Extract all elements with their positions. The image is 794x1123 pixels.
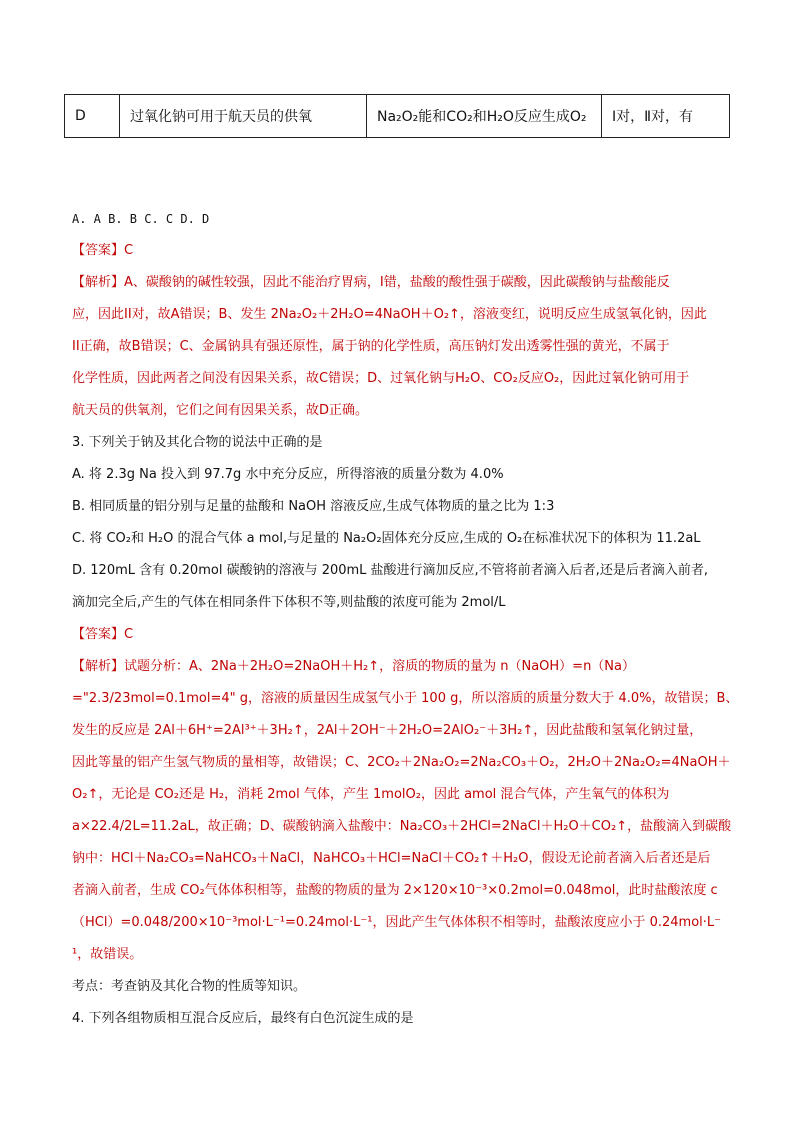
analysis-label: 【解析】 xyxy=(72,659,125,674)
q2-analysis-line: 【解析】A、碳酸钠的碱性较强，因此不能治疗胃病，I错，盐酸的酸性强于碳酸，因此碳酸钠与盐酸能反 xyxy=(72,275,670,290)
answer-value: C xyxy=(124,243,134,258)
q3-analysis-line: ="2.3/23mol=0.1mol=4" g，溶液的质量因生成氢气小于 100 g，所以溶质的质量分数大于 4.0%，故错误；B、 xyxy=(72,691,739,706)
answer-label: 【答案】 xyxy=(72,627,125,642)
statement-one: 过氧化钠可用于航天员的供氧 xyxy=(120,95,367,138)
q3-analysis-line: 钠中：HCl＋Na₂CO₃=NaHCO₃＋NaCl，NaHCO₃＋HCl=NaCl＋CO₂↑＋H₂O，假设无论前者滴入后者还是后 xyxy=(72,851,711,866)
q3-answer xyxy=(72,626,133,644)
q3-kaodian: 考点：考查钠及其化合物的性质等知识。 xyxy=(72,979,307,994)
answer-value: C xyxy=(124,627,134,642)
table-row xyxy=(65,95,730,138)
q3-option-d-cont: 滴加完全后,产生的气体在相同条件下体积不等,则盐酸的浓度可能为 2mol/L xyxy=(72,595,506,610)
q3-analysis-line: 因此等量的铝产生氢气物质的量相等，故错误；C、2CO₂＋2Na₂O₂=2Na₂CO₃＋O₂，2H₂O＋2Na₂O₂=4NaOH＋ xyxy=(72,755,731,770)
q3-analysis-line: O₂↑，无论是 CO₂还是 H₂，消耗 2mol 气体，产生 1molO₂，因此 amol 混合气体，产生氧气的体积为 xyxy=(72,787,670,802)
analysis-label: 【解析】 xyxy=(72,275,125,290)
judgement: Ⅰ对，Ⅱ对，有 xyxy=(602,95,730,138)
answer-label: 【答案】 xyxy=(72,243,125,258)
q3-analysis-line: a×22.4/2L=11.2aL，故正确；D、碳酸钠滴入盐酸中：Na₂CO₃＋2HCl=2NaCl＋H₂O＋CO₂↑，盐酸滴入到碳酸 xyxy=(72,819,732,834)
q3-option-a: A. 将 2.3g Na 投入到 97.7g 水中充分反应，所得溶液的质量分数为 4.0% xyxy=(72,467,504,482)
comparison-table xyxy=(64,94,730,138)
q2-analysis-line: 应，因此II对，故A错误；B、发生 2Na₂O₂＋2H₂O=4NaOH＋O₂↑，溶液变红，说明反应生成氢氧化钠，因此 xyxy=(72,307,707,322)
q2-analysis-line: II正确，故B错误；C、金属钠具有强还原性，属于钠的化学性质，高压钠灯发出透雾性强的黄光，不属于 xyxy=(72,339,670,354)
row-letter: D xyxy=(65,95,120,138)
q3-analysis-line: （HCl）=0.048/200×10⁻³mol·L⁻¹=0.24mol·L⁻¹，因此产生气体体积不相等时，盐酸浓度应小于 0.24mol·L⁻ xyxy=(72,915,722,930)
q3-analysis-line: ¹，故错误。 xyxy=(72,947,143,962)
q2-options: A. A B. B C. C D. D xyxy=(72,212,210,226)
q3-option-b: B. 相同质量的铝分别与足量的盐酸和 NaOH 溶液反应,生成气体物质的量之比为 1:3 xyxy=(72,499,555,514)
q4-stem: 4. 下列各组物质相互混合反应后，最终有白色沉淀生成的是 xyxy=(72,1011,414,1026)
q2-analysis-line: 航天员的供氧剂，它们之间有因果关系，故D正确。 xyxy=(72,403,369,418)
q3-analysis-line: 发生的反应是 2Al＋6H⁺=2Al³⁺＋3H₂↑，2Al＋2OH⁻＋2H₂O=2AlO₂⁻＋3H₂↑，因此盐酸和氢氧化钠过量， xyxy=(72,723,703,738)
q3-option-d: D. 120mL 含有 0.20mol 碳酸钠的溶液与 200mL 盐酸进行滴加反应,不管将前者滴入后者,还是后者滴入前者, xyxy=(72,563,708,578)
q2-analysis-line: 化学性质，因此两者之间没有因果关系，故C错误；D、过氧化钠与H₂O、CO₂反应O₂，因此过氧化钠可用于 xyxy=(72,371,690,386)
q3-option-c: C. 将 CO₂和 H₂O 的混合气体 a mol,与足量的 Na₂O₂固体充分反应,生成的 O₂在标准状况下的体积为 11.2aL xyxy=(72,531,701,546)
q3-analysis-line: 者滴入前者，生成 CO₂气体体积相等，盐酸的物质的量为 2×120×10⁻³×0.2mol=0.048mol，此时盐酸浓度 c xyxy=(72,883,718,898)
q3-analysis-line: 【解析】试题分析：A、2Na＋2H₂O=2NaOH＋H₂↑，溶质的物质的量为 n（NaOH）=n（Na） xyxy=(72,659,635,674)
statement-two: Na₂O₂能和CO₂和H₂O反应生成O₂ xyxy=(367,95,602,138)
q2-answer xyxy=(72,242,133,260)
q3-stem: 3. 下列关于钠及其化合物的说法中正确的是 xyxy=(72,435,323,450)
